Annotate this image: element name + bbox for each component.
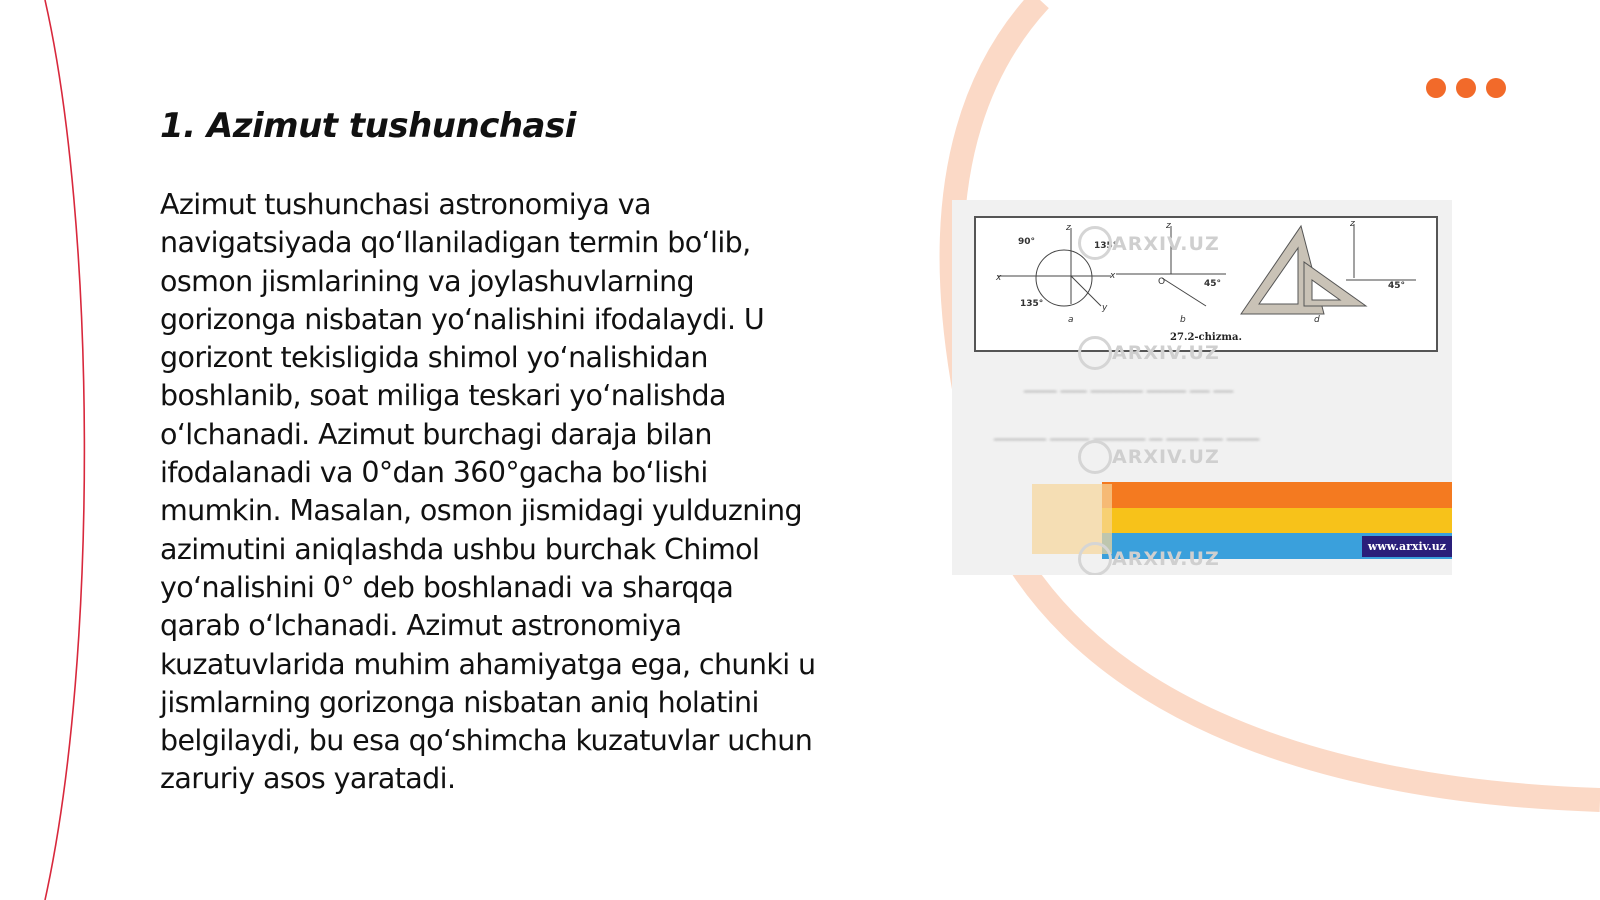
dot-2 — [1456, 78, 1476, 98]
watermark-ring — [1078, 336, 1112, 370]
label-z-d: z — [1350, 219, 1355, 229]
blurred-text-line: _____ ____ ________ ______ ___ ___ — [1024, 378, 1234, 393]
label-z-a: z — [1066, 223, 1071, 233]
dot-1 — [1426, 78, 1446, 98]
label-a: a — [1068, 315, 1074, 325]
watermark-ring — [1078, 226, 1112, 260]
watermark-3: ARXIV.UZ — [1112, 446, 1220, 468]
label-y-a: y — [1102, 303, 1108, 313]
label-45-b: 45° — [1204, 279, 1222, 289]
label-135-bottom: 135° — [1020, 299, 1044, 309]
label-x-a: x — [996, 273, 1002, 283]
slide-body-text: Azimut tushunchasi astronomiya va navigatsiyada qo‘llaniladigan termin bo‘lib, osmon jismlarining va joylashuvlarning gorizonga nisbatan yo‘nalishini ifodalaydi. U gorizont tekisligida shimol yo‘nalishidan boshlanib, soat miliga teskari yo‘nalishda o‘lchanadi. Azimut burchagi daraja bilan ifodalanadi va 0°dan 360°gacha bo‘lishi mumkin. Masalan, osmon jismidagi yulduzning azimutini aniqlashda ushbu burchak Chimol yo‘nalishini 0° deb boshlanadi va sharqqa qarab o‘lchanadi. Azimut astronomiya kuzatuvlarida muhim ahamiyatga ega, chunki u jismlarning gorizonga nisbatan aniq holatini belgilaydi, bu esa qo‘shimcha kuzatuvlar uchun zaruriy asos yaratadi. — [160, 188, 816, 796]
figure-caption: 27.2-chizma. — [1170, 332, 1242, 343]
label-b: b — [1180, 315, 1186, 325]
label-d: d — [1314, 315, 1320, 325]
watermark-1: ARXIV.UZ — [1112, 233, 1220, 255]
watermark-4: ARXIV.UZ — [1112, 548, 1220, 570]
watermark-2: ARXIV.UZ — [1112, 342, 1220, 364]
label-90: 90° — [1018, 237, 1036, 247]
blurred-text-line: ________ ______ ________ __ _____ ___ _____ — [994, 426, 1260, 441]
label-x-b: x — [1110, 271, 1116, 281]
label-45-d: 45° — [1388, 281, 1406, 291]
dots-decoration — [1426, 78, 1506, 98]
label-135-top: 135° — [1094, 241, 1118, 251]
figure-image — [952, 200, 1452, 575]
watermark-ring — [1078, 440, 1112, 474]
slide-title: 1. Azimut tushunchasi — [160, 106, 576, 146]
site-label: www.arxiv.uz — [1362, 536, 1452, 557]
label-o-b: O — [1158, 277, 1166, 287]
label-z-b: z — [1166, 221, 1171, 231]
watermark-ring — [1078, 542, 1112, 575]
dot-3 — [1486, 78, 1506, 98]
